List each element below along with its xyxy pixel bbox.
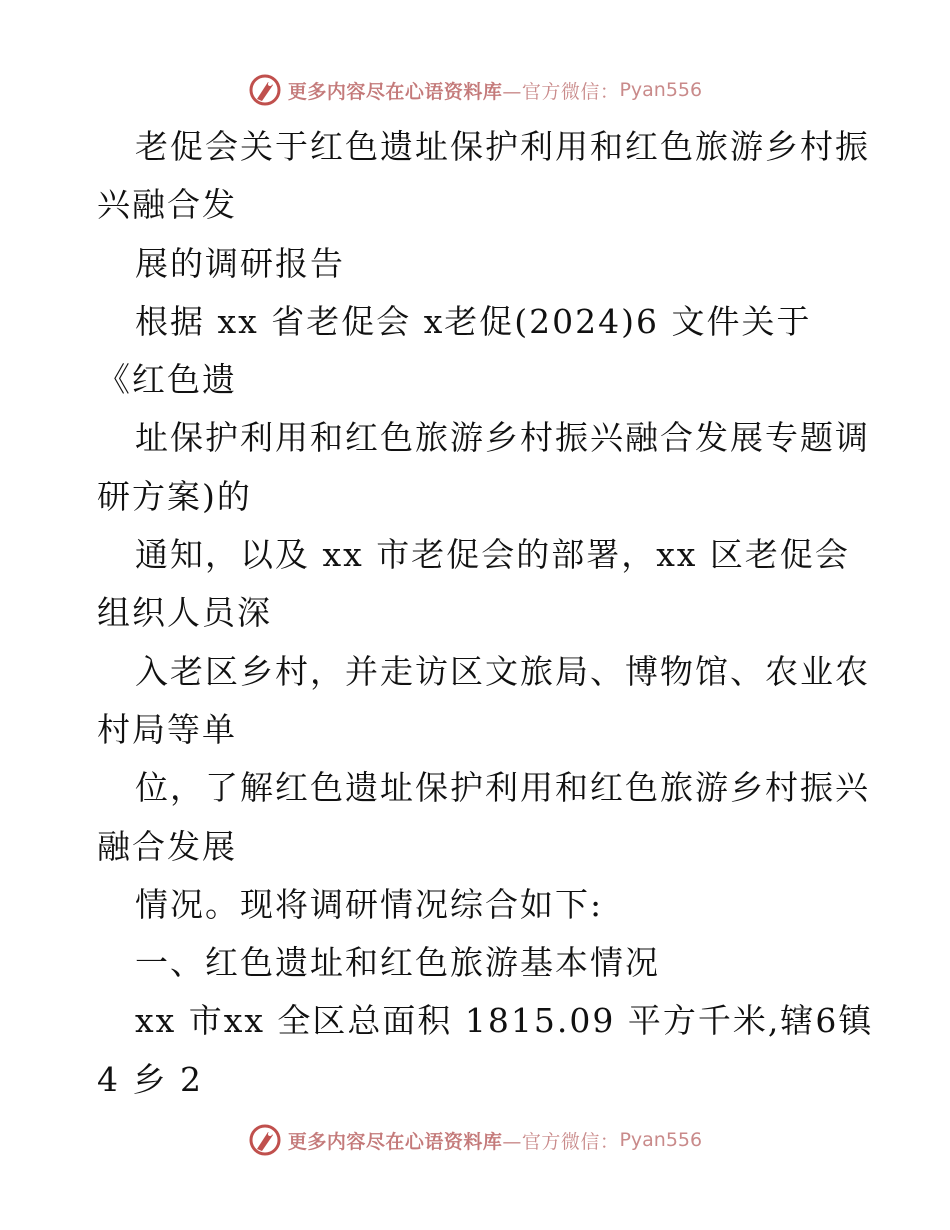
text-line: 村局等单 <box>97 709 237 749</box>
document-body <box>97 118 874 1109</box>
text-line: 融合发展 <box>97 826 237 866</box>
text-line: 4 乡 2 <box>97 1059 203 1099</box>
pen-logo-icon <box>248 73 282 107</box>
footer-watermark <box>0 1120 950 1160</box>
text-line: 址保护利用和红色旅游乡村振兴融合发展专题调 <box>135 418 870 458</box>
text-line: 兴融合发 <box>97 185 237 225</box>
text-line: 根据 xx 省老促会 x老促(2024)6 文件关于 <box>135 301 812 341</box>
section-heading: 一、红色遗址和红色旅游基本情况 <box>135 943 660 983</box>
watermark-text: 更多内容尽在心语资料库—官方微信： <box>287 80 620 103</box>
text-line: 组织人员深 <box>97 593 272 633</box>
text-line: 老促会关于红色遗址保护利用和红色旅游乡村振 <box>135 127 870 166</box>
text-line: 入老区乡村，并走访区文旅局、博物馆、农业农 <box>135 651 870 691</box>
text-line: 通知，以及 xx 市老促会的部署，xx 区老促会 <box>135 535 850 575</box>
watermark-text: 更多内容尽在心语资料库—官方微信： <box>287 1130 620 1153</box>
text-line: 情况。现将调研情况综合如下: <box>135 884 604 924</box>
text-line: 研方案)的 <box>97 476 252 516</box>
text-line: 位，了解红色遗址保护利用和红色旅游乡村振兴 <box>135 768 870 808</box>
text-line: 展的调研报告 <box>135 243 345 283</box>
header-watermark <box>0 70 950 110</box>
watermark-wechat-id: Pyan556 <box>619 79 703 101</box>
text-line: xx 市xx 全区总面积 1815.09 平方千米,辖6镇 <box>135 1001 874 1041</box>
watermark-wechat-id: Pyan556 <box>619 1129 703 1151</box>
pen-logo-icon <box>248 1123 282 1157</box>
text-line: 《红色遗 <box>97 360 237 400</box>
